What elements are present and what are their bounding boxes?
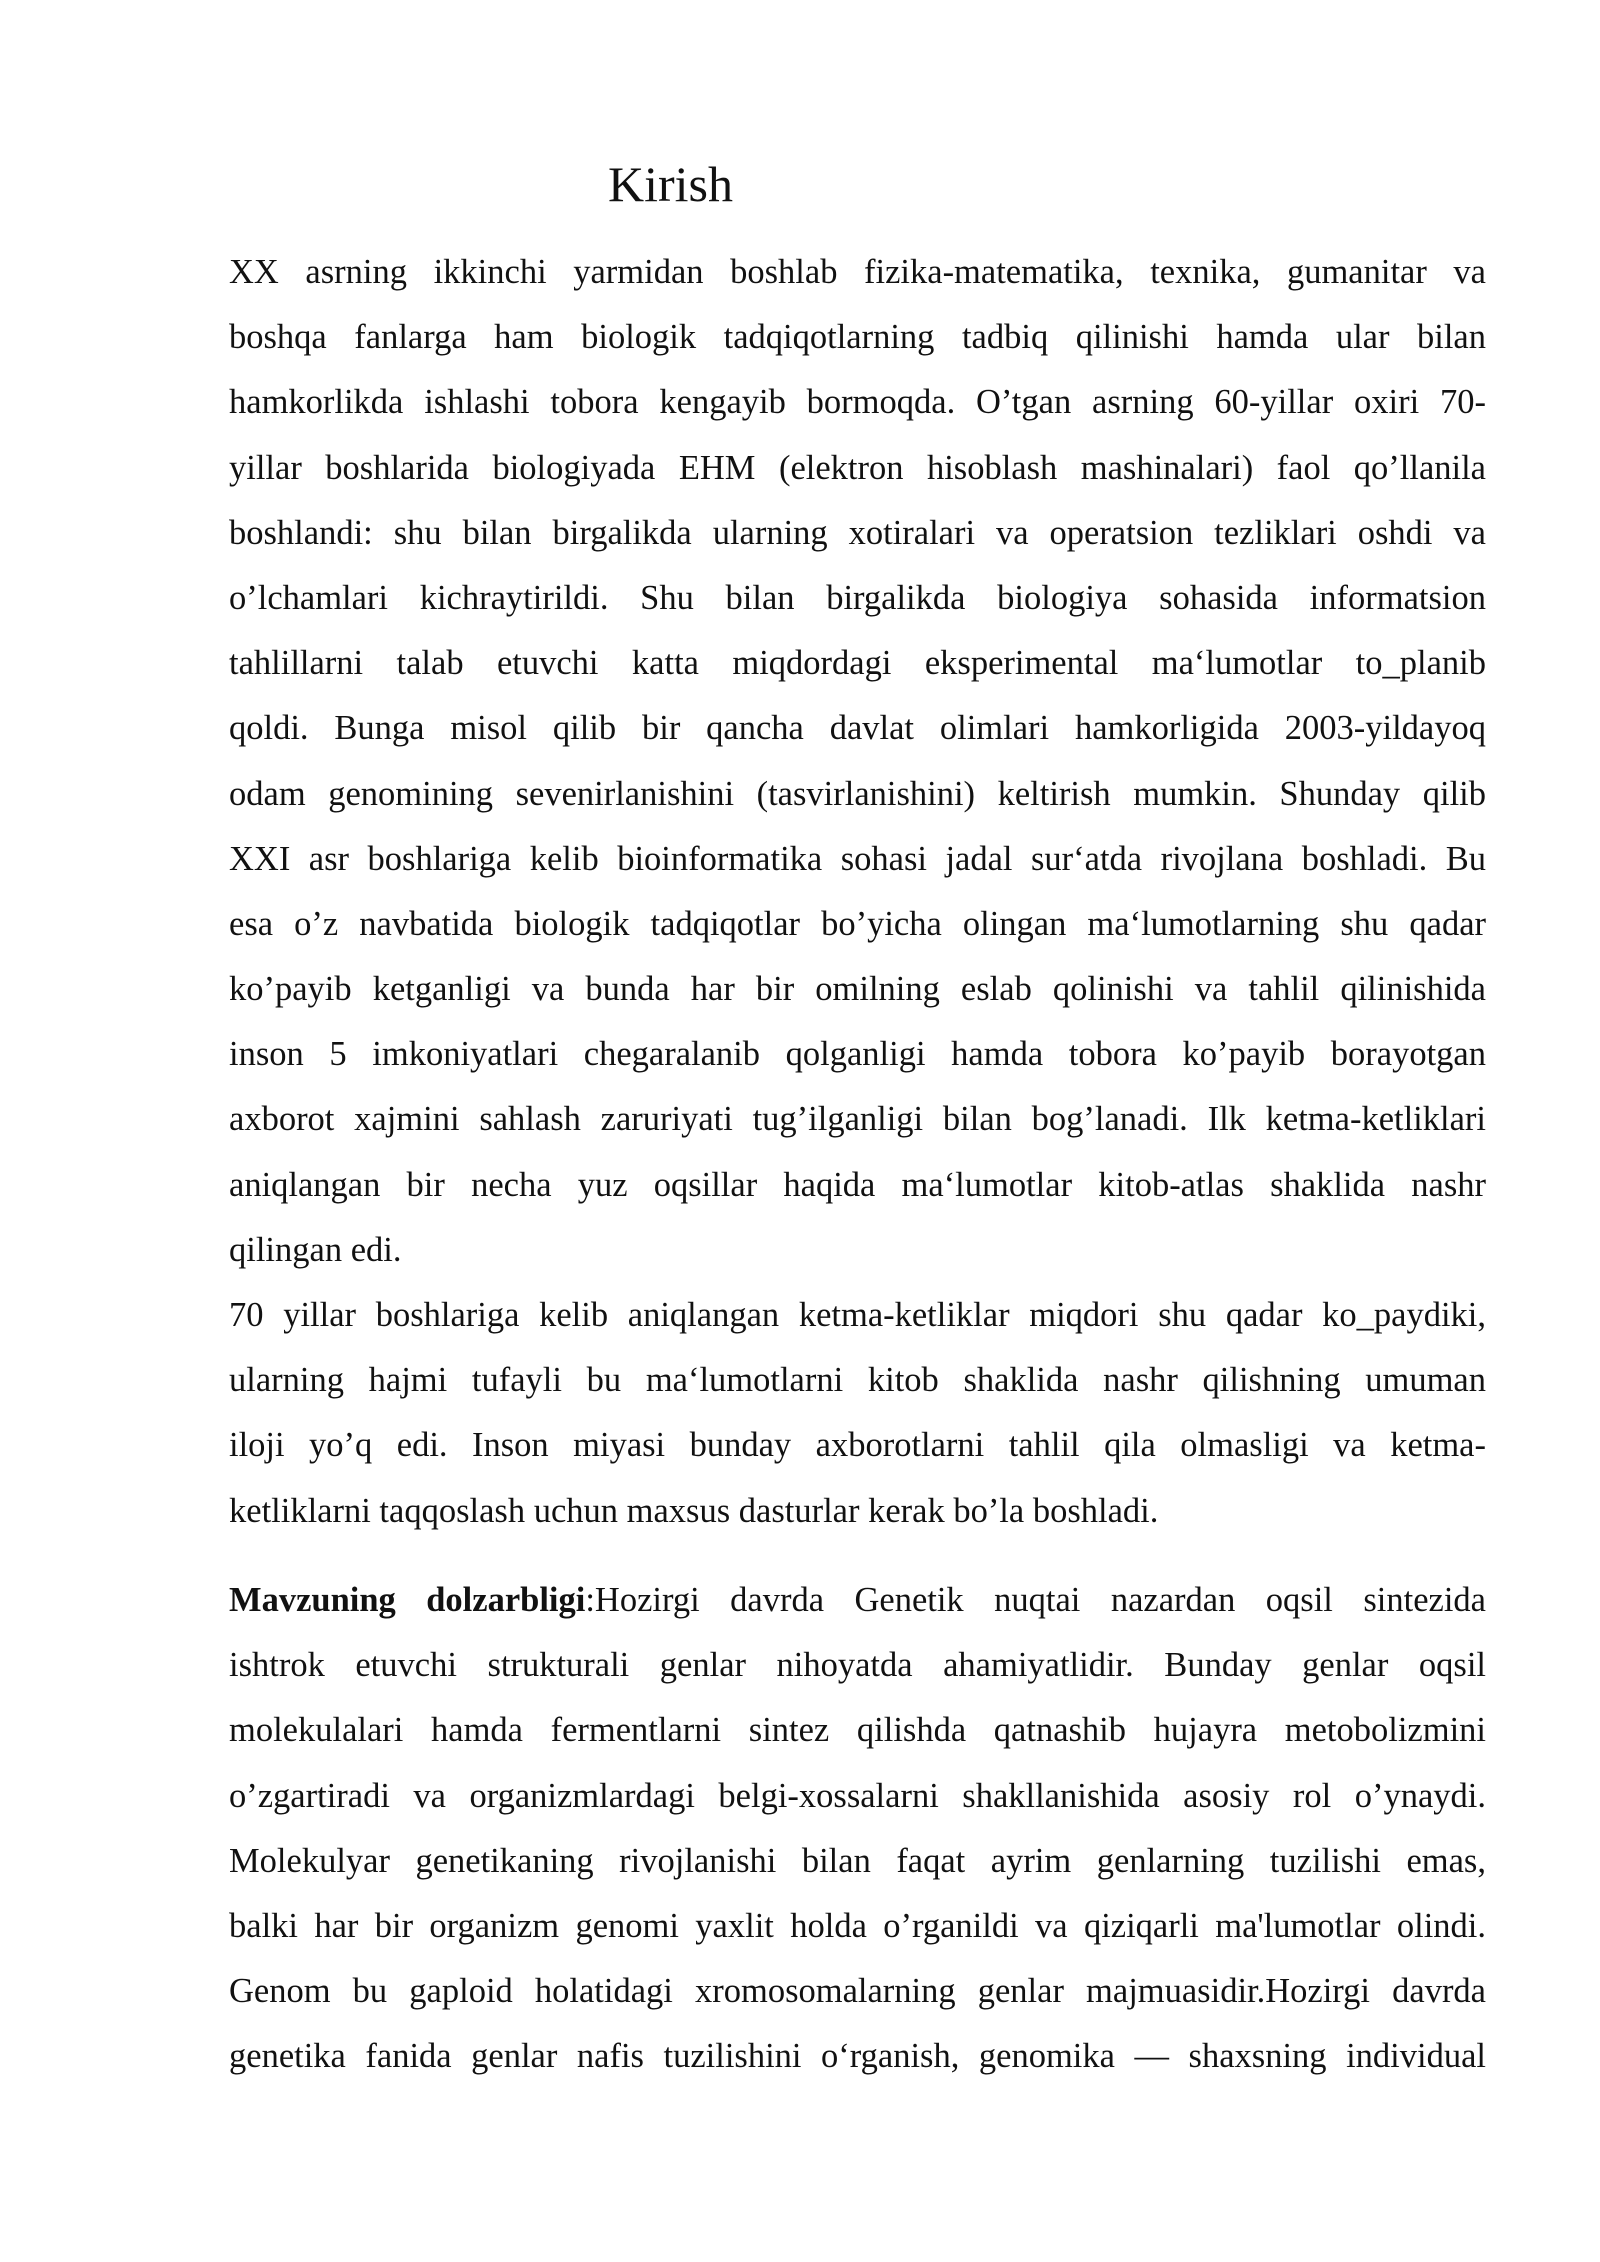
text-line: XXI asr boshlariga kelib bioinformatika sohasi jadal sur‘atda rivojlana boshladi. Bu (229, 839, 1486, 878)
text-line: XX asrning ikkinchi yarmidan boshlab fizika-matematika, texnika, gumanitar va (229, 253, 1486, 291)
text-line: axborot xajmini sahlash zaruriyati tug’ilganligi bilan bog’lanadi. Ilk ketma-ketliklari (229, 1100, 1486, 1139)
intro-section (229, 240, 1486, 1544)
text-line: ularning hajmi tufayli bu ma‘lumotlarni kitob shaklida nashr qilishning umuman (229, 1361, 1486, 1400)
text-line: molekulalari hamda fermentlarni sintez qilishda qatnashib hujayra metobolizmini (229, 1711, 1486, 1750)
text-line: qoldi. Bunga misol qilib bir qancha davlat olimlari hamkorligida 2003-yildayoq (229, 709, 1486, 748)
text-line: boshqa fanlarga ham biologik tadqiqotlarning tadbiq qilinishi hamda ular bilan (229, 318, 1486, 357)
text-line: tahlillarni talab etuvchi katta miqdordagi eksperimental ma‘lumotlar to_planib (229, 644, 1486, 683)
relevance-section (229, 1568, 1486, 2090)
text-line: ko’payib ketganligi va bunda har bir omilning eslab qolinishi va tahlil qilinishida (229, 970, 1486, 1009)
text-line: Genom bu gaploid holatidagi xromosomalarning genlar majmuasidir.Hozirgi davrda (229, 1972, 1486, 2011)
relevance-first-line-text: :Hozirgi davrda Genetik nuqtai nazardan oqsil sintezida (585, 1581, 1486, 1619)
text-line: qilingan edi. (229, 1230, 402, 1269)
text-line: o’zgartiradi va organizmlardagi belgi-xossalarni shakllanishida asosiy rol o’ynaydi. (229, 1776, 1486, 1815)
relevance-first-line (229, 1568, 1486, 1633)
text-line: ketliklarni taqqoslash uchun maxsus dasturlar kerak bo’la boshladi. (229, 1491, 1159, 1530)
text-line: boshlandi: shu bilan birgalikda ularning xotiralari va operatsion tezliklari oshdi va (229, 513, 1486, 552)
relevance-heading: Mavzuning dolzarbligi (229, 1581, 586, 1619)
text-line: 70 yillar boshlariga kelib aniqlangan ketma-ketliklar miqdori shu qadar ko_paydiki, (229, 1296, 1486, 1334)
page-title: Kirish (608, 156, 733, 212)
text-line: esa o’z navbatida biologik tadqiqotlar bo’yicha olingan ma‘lumotlarning shu qadar (229, 904, 1486, 943)
text-line: inson 5 imkoniyatlari chegaralanib qolganligi hamda tobora ko’payib borayotgan (229, 1035, 1486, 1074)
text-line: yillar boshlarida biologiyada EHM (elektron hisoblash mashinalari) faol qo’llanila (229, 448, 1486, 487)
text-line: o’lchamlari kichraytirildi. Shu bilan birgalikda biologiya sohasida informatsion (229, 578, 1486, 617)
text-line: genetika fanida genlar nafis tuzilishini o‘rganish, genomika — shaxsning individual (229, 2037, 1486, 2076)
text-line: Molekulyar genetikaning rivojlanishi bilan faqat ayrim genlarning tuzilishi emas, (229, 1841, 1486, 1880)
text-line: balki har bir organizm genomi yaxlit holda o’rganildi va qiziqarli ma'lumotlar olindi. (229, 1906, 1486, 1945)
text-line: hamkorlikda ishlashi tobora kengayib bormoqda. O’tgan asrning 60-yillar oxiri 70- (229, 383, 1486, 422)
text-line: ishtrok etuvchi strukturali genlar nihoyatda ahamiyatlidir. Bunday genlar oqsil (229, 1646, 1486, 1685)
text-line: odam genomining sevenirlanishini (tasvirlanishini) keltirish mumkin. Shunday qilib (229, 774, 1486, 813)
text-line: iloji yo’q edi. Inson miyasi bunday axborotlarni tahlil qila olmasligi va ketma- (229, 1426, 1486, 1465)
text-line: aniqlangan bir necha yuz oqsillar haqida ma‘lumotlar kitob-atlas shaklida nashr (229, 1165, 1486, 1204)
